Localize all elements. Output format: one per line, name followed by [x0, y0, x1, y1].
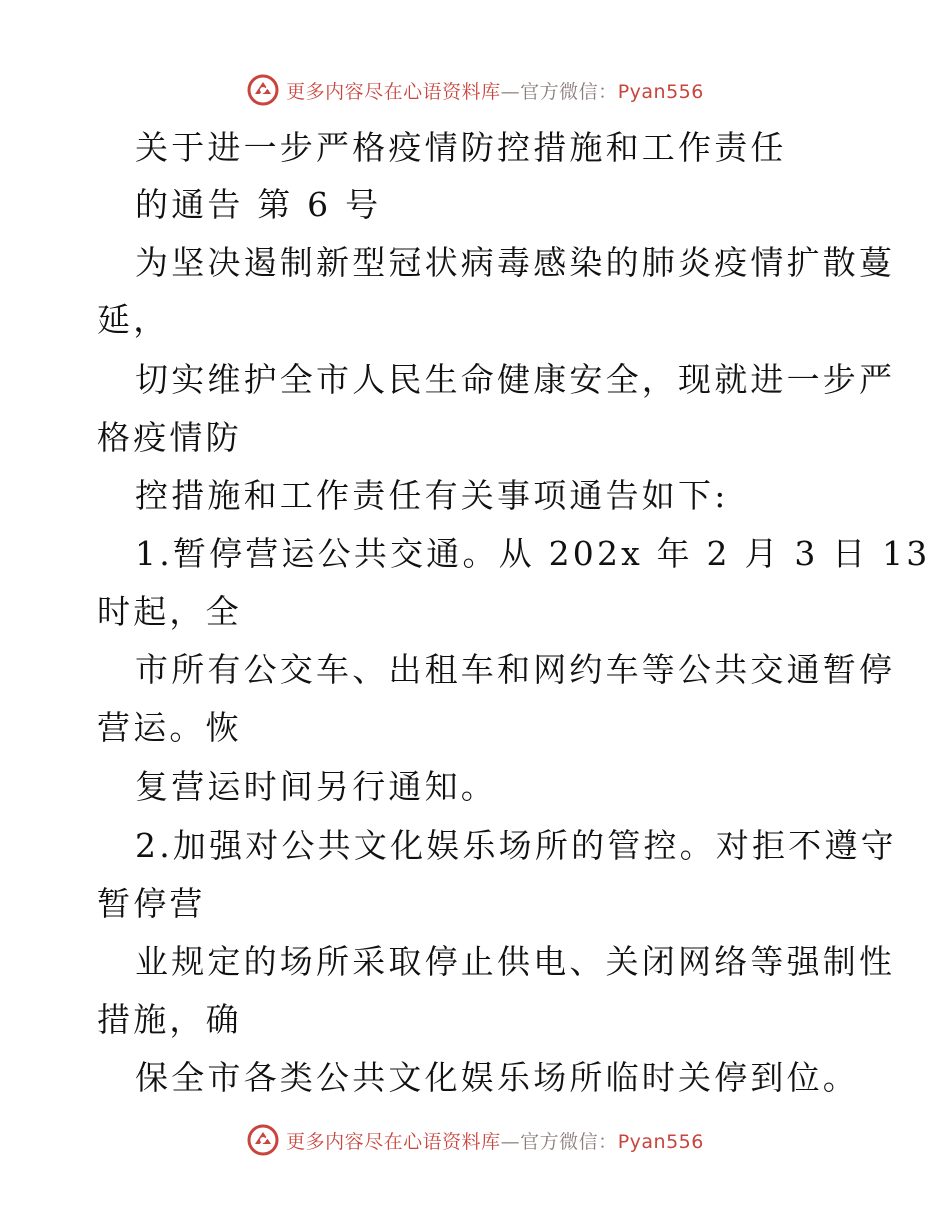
- doc-paragraph-line: 2.加强对公共文化娱乐场所的管控。对拒不遵守: [135, 826, 897, 865]
- watermark-cn-text: 更多内容尽在心语资料库: [286, 1130, 501, 1153]
- doc-title-line-2: 的通告 第 6 号: [135, 185, 382, 224]
- doc-paragraph-line: 为坚决遏制新型冠状病毒感染的肺炎疫情扩散蔓: [135, 243, 896, 282]
- watermark-text: [286, 1127, 704, 1154]
- watermark-text: [286, 77, 704, 104]
- doc-paragraph-line: 市所有公交车、出租车和网约车等公共交通暂停: [135, 650, 896, 689]
- doc-paragraph-line: 切实维护全市人民生命健康安全，现就进一步严: [135, 360, 896, 399]
- brand-logo-icon: [246, 1123, 280, 1157]
- doc-paragraph-line: 格疫情防: [97, 418, 242, 457]
- brand-logo-icon: [246, 73, 280, 107]
- doc-paragraph-line: 营运。恢: [97, 708, 242, 747]
- watermark-label: 官方微信：: [520, 80, 618, 103]
- doc-paragraph-line: 延，: [97, 300, 170, 339]
- doc-paragraph-line: 保全市各类公共文化娱乐场所临时关停到位。: [135, 1058, 859, 1097]
- doc-paragraph-line: 时起，全: [97, 592, 242, 631]
- doc-title-line-1: 关于进一步严格疫情防控措施和工作责任: [135, 128, 787, 167]
- watermark-label: 官方微信：: [520, 1130, 618, 1153]
- footer-watermark: [0, 1120, 950, 1160]
- doc-paragraph-line: 1.暂停营运公共交通。从 202x 年 2 月 3 日 13: [135, 534, 931, 573]
- watermark-dash: —: [500, 80, 521, 103]
- header-watermark: [0, 70, 950, 110]
- doc-paragraph-line: 暂停营: [97, 884, 206, 923]
- watermark-cn-text: 更多内容尽在心语资料库: [286, 80, 501, 103]
- doc-paragraph-line: 业规定的场所采取停止供电、关闭网络等强制性: [135, 942, 896, 981]
- watermark-id: Pyan556: [617, 1130, 704, 1153]
- watermark-dash: —: [500, 1130, 521, 1153]
- doc-paragraph-line: 复营运时间另行通知。: [135, 767, 497, 806]
- doc-paragraph-line: 控措施和工作责任有关事项通告如下:: [135, 476, 729, 515]
- doc-paragraph-line: 措施，确: [97, 1000, 242, 1039]
- watermark-id: Pyan556: [617, 80, 704, 103]
